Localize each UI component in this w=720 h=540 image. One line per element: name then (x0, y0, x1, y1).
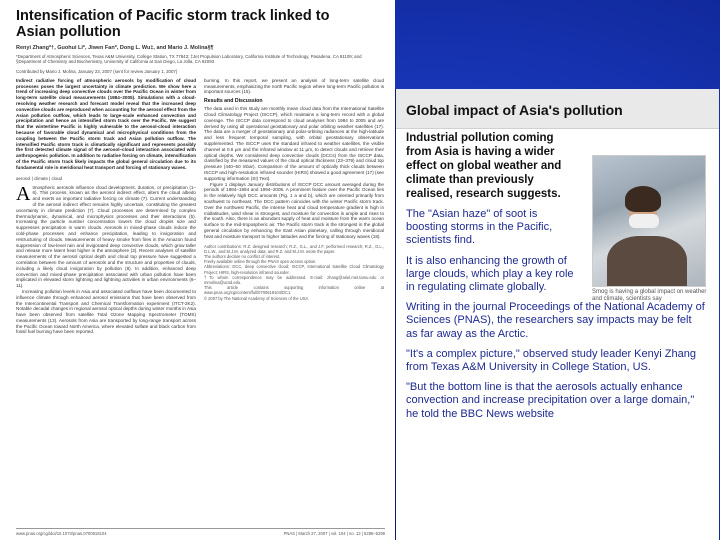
intro-text: tmospheric aerosols influence cloud development, duration, or precipitation (1–6). This process, known as the aerosol indirect effect, alters the cloud albedo and exerts an important radiative forcing on climate (7). Current understanding of the aerosol indirect effect remains highly uncertain, constituting the greatest uncertainty in climate prediction (7). Cloud processes are determined by complex thermodynamic, dynamical, and microphysics processes and their interactions (5). Increasing the particle number concentration lowers the cloud droplet size and suppresses precipitation in warm clouds. Aerosols in mixed-phase clouds induce the cold-phase processes and enhance precipitation, leading to invigoration and restructuring of clouds. Measurements of heavy smoke from fires in the Amazon found suppression of low-level rain and invigorated deep convective clouds, which grow taller and release more latent heat higher in the atmosphere (3). Recent analyses of satellite measurements of the aerosol optical depth and cloud top pressure have suggested a correlation between the amount of aerosols and the structure and properties of clouds, including a likely cloud invigoration by pollution (8). In addition, enhanced deep convection and mixed-phase precipitation associated with urban pollution have been implicated in elevated storm lightning and lightning activities in urban environments (6–11). (16, 184, 196, 289)
drop-cap: A (16, 182, 31, 205)
news-paragraph-5: "But the bottom line is that the aerosols actually enhance convection and increase precipitation over a large domain," he told the BBC News website (406, 381, 695, 420)
paper-doi: www.pnas.org/cgi/doi/10.1073/pnas.0700618104 (16, 531, 107, 536)
note: This article contains supporting information online at www.pnas.org/cgi/content/full/0700618104/DC1. (204, 285, 384, 296)
intro-text-2: Increasing pollution levels in Asia and associated outflows have been documented to influence climate through enhanced aerosol emissions that have been observed from the Intercontinental Transport and Chemical Transformation experiment (ITCT-2K2). Notable decadal changes in regional aerosol optical depths during winter months in Asia have been observed from satellite Total Ozone Mapping Spectrometer (TOMS) measurements (13). Aerosols from Asia are transported by long-range transport across the Pacific Ocean toward North America, where elevated sulfate and black carbon from fossil fuel burning have been reported. (16, 288, 196, 335)
news-header (406, 97, 709, 127)
paper-title: Intensification of Pacific storm track linked to Asian pollution (16, 8, 330, 40)
figure-text: Figure 1 displays January distributions of ISCCP DCC amount averaged during the periods of 1984–1994 and 1994–2005. A prominent feature over the Pacific Ocean lies in the relatively high DCC amounts (Fig. 1 a and b), which are oriented primarily from southwest to northeast. The DCC pattern coincides with the winter Pacific storm track. Over the northwest Pacific, the intense heat and cloud temperature gradient is high in midlatitudes, wind shear is strongest, and moisture for convection is ample and rises to the south. Also, there is an abundant supply of heat and moisture from the warm ocean surface to the mid-tropospheric air. The Pacific storm track is the strongest in the global general circulation by enhancing the East Asian planetary, calling through meridional heat and moisture transport to higher latitudes and the forcing of stationary waves (18). (204, 181, 384, 239)
photo-person-body (607, 236, 687, 287)
paper-authors: Renyi Zhang*†, Guohui Li*, Jiwen Fan*, Dong L. Wu‡, and Mario J. Molina§¶ (16, 45, 214, 51)
paper-abstract (16, 78, 196, 171)
photo-person-hair (625, 186, 661, 212)
abstract-text: Indirect radiative forcing of atmospheric aerosols by modification of cloud processes poses the largest uncertainty in climate prediction. We show here a trend of increasing deep convective clouds over the Pacific Ocean in winter from long-term satellite cloud measurements (1984–2005). Simulations with a cloud-resolving weather research and forecast model reveal that the increased deep convective clouds are reproduced when accounting for the aerosol effect from the Asian pollution outflow, which leads to large-scale enhanced convection and precipitation and hence an intensified storm track over the Pacific. We suggest that the wintertime Pacific is highly vulnerable to the aerosol-cloud interaction because of favorable cloud dynamical and microphysical conditions from the coupling between the Pacific storm track and Asian pollution outflow. The intensified Pacific storm track is climatically significant and represents possibly the first detected climate signal of the aerosol–cloud interaction associated with anthropogenic pollution. In addition to radiative forcing on climate, intensification of the Pacific storm track likely impacts the global general circulation due to its fundamental role in meridional heat transport and forcing of stationary waves. (16, 77, 196, 170)
col2-intro: burning. In this report, we present an analysis of long-term satellite cloud measurements, emphasizing the north Pacific region where long-term Pacific pollution is important sources (15). (204, 77, 384, 95)
paper-intro (16, 182, 196, 336)
note: The authors declare no conflict of interest. (204, 253, 281, 259)
paper-keywords: aerosol | climate | cloud (16, 175, 62, 181)
news-paragraph-1: The "Asian haze" of soot is boosting storms in the Pacific, scientists find. (406, 208, 553, 247)
paper-contributed: Contributed by Mario J. Molina, January 23, 2007 (sent for review January 1, 2007) (16, 68, 178, 74)
note: © 2007 by The National Academy of Sciences of the USA (204, 295, 309, 301)
note: †To whom correspondence may be addressed. E-mail: zhang@ariel.met.tamu.edu or mmolina@ucsd.edu. (204, 274, 384, 285)
news-photo-caption: Smog is having a global impact on weather and climate, scientists say (592, 289, 707, 303)
news-photo (592, 155, 706, 287)
results-text: The data used in this study are monthly mean cloud data from the International Satellite Cloud Climatology Project (ISCCP), which maintains a long-term record with a global coverage. The ISCCP data correspond to cloud analyses from 1984 to 2005 and are derived by using all operational geostationary and polar orbiting weather satellites (17). The data are a merger of geostationary and polar-orbiting radiances at the high-latitude and less frequent temporal sampling, with orbital geostationary observations supplemented. The ISCCP uses the standard infrared to weather satellites, the visible channel at 0.6 µm and the infrared window at 11 µm, to detect clouds and retrieve their optical depths. We considered deep convective clouds (DCCs) from the ISCCP data, classified by the measured values of the cloud optical thickness (23–379) and cloud top pressure (440–50 mbar). Comparison of the amount of optically thick clouds between ISCCP and high-resolution infrared sounder (HIRS) showed a good agreement (17) (see supporting information (SI) Text). (204, 106, 384, 181)
paper-left-column (16, 78, 196, 335)
news-paragraph-2: It is also enhancing the growth of large clouds, which play a key role in regulating climate globally. (406, 254, 574, 294)
news-headline: Global impact of Asia's pollution (406, 102, 623, 118)
news-paragraph-3: Writing in the journal Proceedings of the National Academy of Sciences (PNAS), the researchers say impacts may be felt as far away as the Arctic. (406, 301, 705, 340)
news-paragraph-4: "It's a complex picture," observed study leader Kenyi Zhang from Texas A&M University in College Station, US. (406, 347, 696, 374)
paper-right-column (204, 78, 384, 335)
note: Abbreviations: DCC, deep convective cloud; ISCCP, International Satellite Cloud Climatology Project; HIRS, high-resolution infrared sounder. (204, 264, 384, 275)
note: Author contributions: R.Z. designed research; R.Z., G.L., and J.F. performed research; R.Z., G.L., D.L.W., and M.J.M. analyzed data; and R.Z. and M.J.M. wrote the paper. (204, 243, 384, 254)
paper-footer (16, 528, 385, 536)
photo-face-mask (629, 214, 659, 228)
news-intro: Industrial pollution coming from Asia is having a wider effect on global weather and climate than previously realised, research suggests. (406, 132, 562, 200)
paper-notes (204, 244, 384, 301)
paper-affiliations: *Department of Atmospheric Sciences, Texas A&M University, College Station, TX 77843; ‡Jet Propulsion Laboratory, California Institute of Technology, Pasadena, CA 91109; and §Department of Chemistry and Biochemistry, University of California at San Diego, La Jolla, CA 92093 (16, 54, 362, 65)
note: Freely available online through the PNAS open access option. (204, 259, 317, 265)
paper-citation: PNAS | March 27, 2007 | vol. 104 | no. 13 | 5295–5299 (283, 531, 385, 536)
results-heading: Results and Discussion (204, 98, 263, 105)
news-clipping (396, 89, 719, 540)
